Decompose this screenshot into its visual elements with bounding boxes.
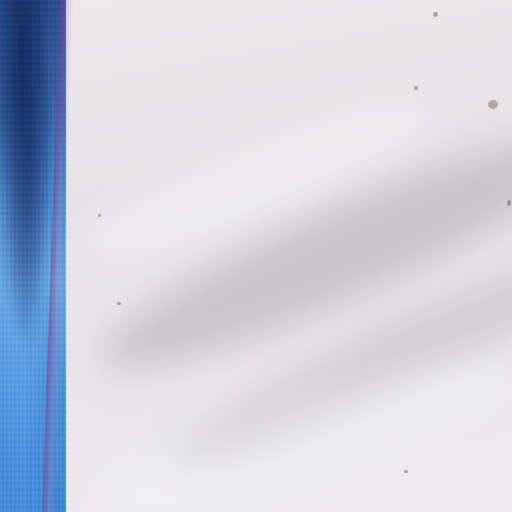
paper-speck [98,214,101,217]
paper-speck [404,470,408,473]
paper-speck [507,200,511,206]
paper-speck [117,302,121,305]
paper-speck [433,12,438,17]
paper-speck [414,86,418,90]
paper-speck [488,100,498,109]
